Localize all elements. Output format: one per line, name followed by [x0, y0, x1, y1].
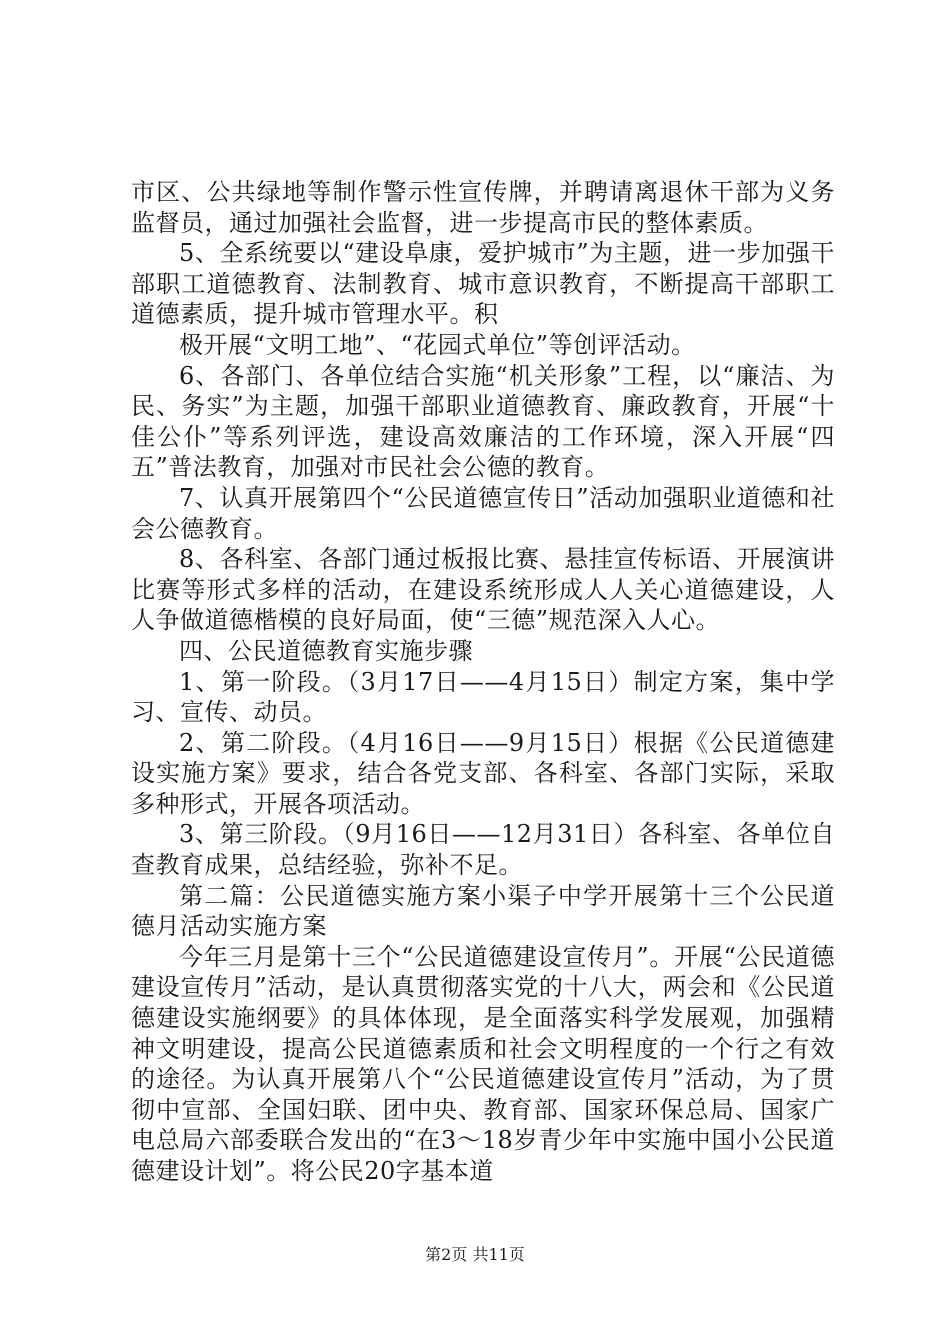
paragraph-2: 5、全系统要以“建设阜康，爱护城市”为主题，进一步加强干部职工道德教育、法制教育、城市意识教育，不断提高干部职工道德素质，提升城市管理水平。积 [131, 239, 835, 329]
paragraph-step-2: 2、第二阶段。（4月16日——9月15日）根据《公民道德建设实施方案》要求，结合各党支部、各科室、各部门实际，采取多种形式，开展各项活动。 [131, 728, 835, 818]
paragraph-chapter-2-intro: 今年三月是第十三个“公民道德建设宣传月”。开展“公民道德建设宣传月”活动，是认真贯彻落实党的十八大，两会和《公民道德建设实施纲要》的具体体现，是全面落实科学发展观，加强精神文明建设，提高公民道德素质和社会文明程度的一个行之有效的途径。为认真开展第八个“公民道德建设宣传月”活动，为了贯彻中宣部、全国妇联、团中央、教育部、国家环保总局、国家广电总局六部委联合发出的“在3～18岁青少年中实施中国小公民道德建设计划”。将公民20字基本道 [131, 942, 835, 1185]
paragraph-1: 市区、公共绿地等制作警示性宣传牌，并聘请离退休干部为义务监督员，通过加强社会监督，进一步提高市民的整体素质。 [131, 178, 835, 237]
paragraph-step-3: 3、第三阶段。（9月16日——12月31日）各科室、各单位自查教育成果，总结经验，弥补不足。 [131, 820, 835, 880]
paragraph-4: 6、各部门、各单位结合实施“机关形象”工程，以“廉洁、为民、务实”为主题，加强干部职业道德教育、廉政教育，开展“十佳公仆”等系列评选，建设高效廉洁的工作环境，深入开展“四五”普法教育，加强对市民社会公德的教育。 [131, 361, 835, 482]
section-heading-steps: 四、公民道德教育实施步骤 [179, 636, 473, 665]
paragraph-3: 极开展“文明工地”、“花园式单位”等创评活动。 [179, 330, 696, 359]
paragraph-5: 7、认真开展第四个“公民道德宣传日”活动加强职业道德和社会公德教育。 [131, 483, 835, 543]
paragraph-step-1: 1、第一阶段。（3月17日——4月15日）制定方案，集中学习、宣传、动员。 [131, 667, 835, 727]
page-number-footer: 第2页 共11页 [425, 1245, 525, 1264]
document-body [131, 177, 835, 1187]
chapter-heading-2: 第二篇：公民道德实施方案小渠子中学开展第十三个公民道德月活动实施方案 [131, 881, 835, 941]
paragraph-6: 8、各科室、各部门通过板报比赛、悬挂宣传标语、开展演讲比赛等形式多样的活动，在建设系统形成人人关心道德建设，人人争做道德楷模的良好局面，使“三德”规范深入人心。 [131, 545, 835, 635]
